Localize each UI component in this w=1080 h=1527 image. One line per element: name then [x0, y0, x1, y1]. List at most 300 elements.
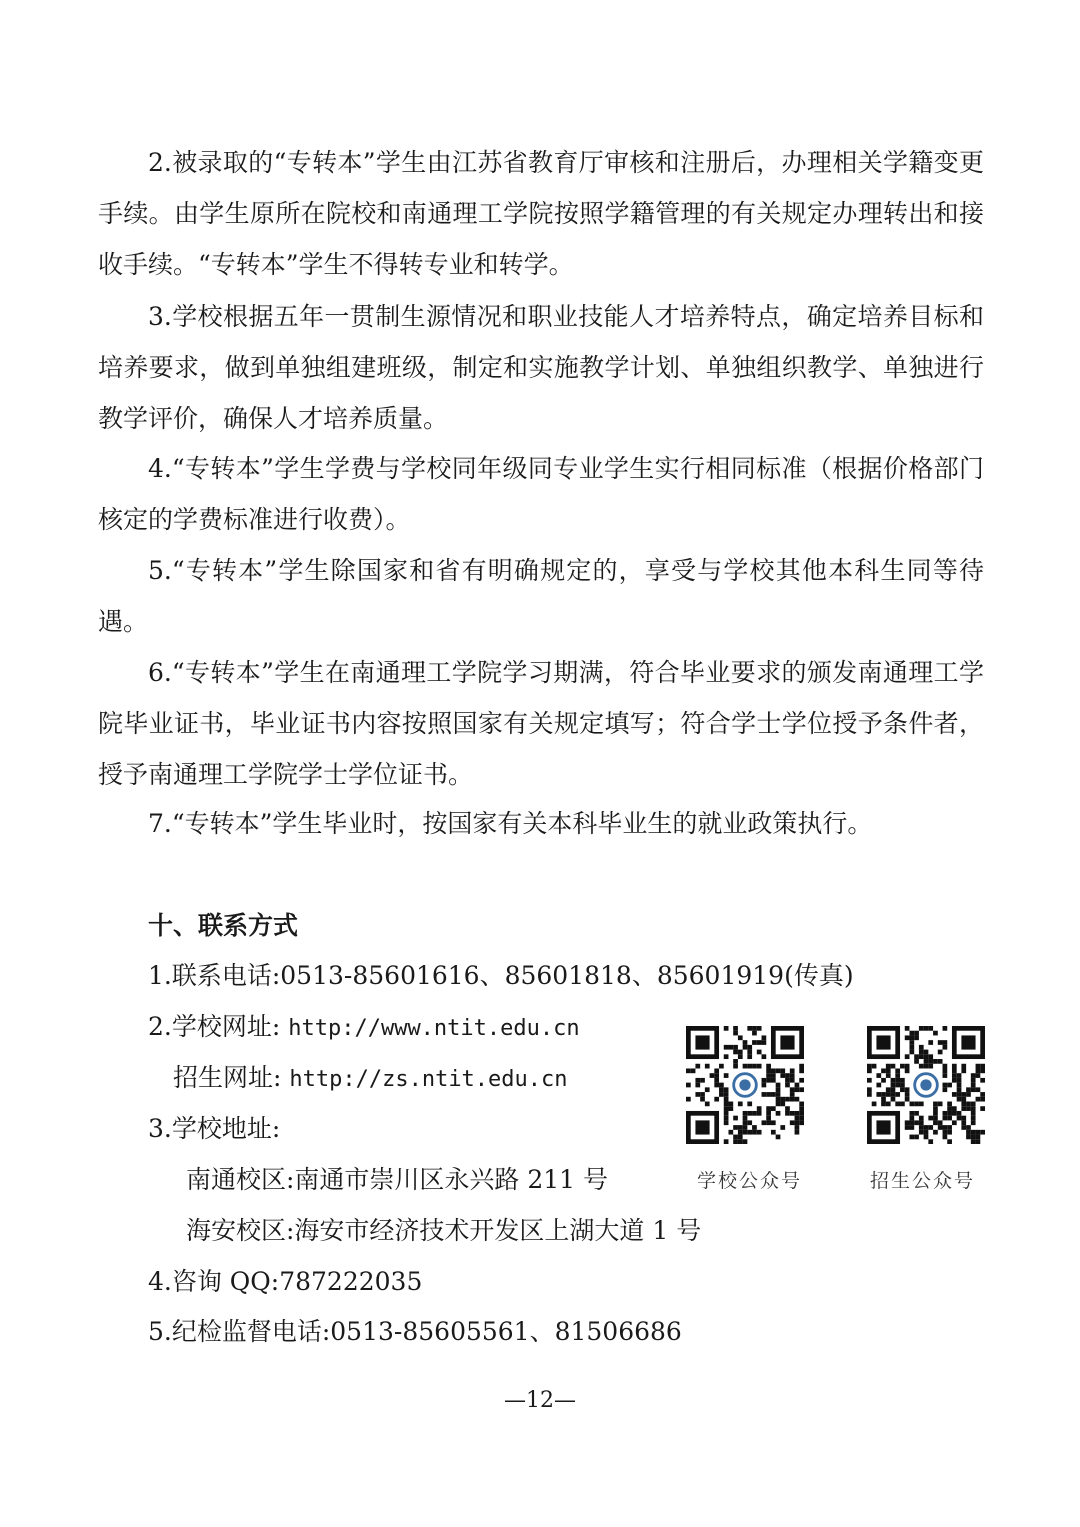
- qr-module: [686, 1068, 691, 1073]
- qr-module: [738, 1139, 743, 1144]
- qr-module: [799, 1111, 804, 1116]
- qr-module: [980, 1130, 985, 1135]
- paragraph-3: 3.学校根据五年一贯制生源情况和职业技能人才培养特点，确定培养目标和培养要求，做到单独组建班级，制定和实施教学计划、单独组织教学、单独进行教学评价，确保人才培养质量。: [98, 302, 984, 433]
- qr-module: [780, 1097, 785, 1102]
- school-badge-center: [920, 1079, 931, 1090]
- page-number: —12—: [504, 1388, 576, 1413]
- qr-module: [895, 1068, 900, 1073]
- qr-module: [728, 1045, 733, 1050]
- qr-module: [971, 1078, 976, 1083]
- qr-module: [938, 1102, 943, 1107]
- qr-module: [724, 1026, 729, 1031]
- qr-finder-inner: [961, 1035, 975, 1049]
- qr-module: [771, 1068, 776, 1073]
- qr-finder-inner: [876, 1120, 890, 1134]
- school-wechat-label: 学校公众号: [697, 1170, 803, 1192]
- qr-module: [733, 1059, 738, 1064]
- qr-module: [980, 1097, 985, 1102]
- qr-module: [924, 1130, 929, 1135]
- qr-module: [957, 1073, 962, 1078]
- qr-module: [881, 1092, 886, 1097]
- qr-module: [743, 1120, 748, 1125]
- qr-module: [799, 1087, 804, 1092]
- qr-module: [905, 1087, 910, 1092]
- qr-module: [943, 1087, 948, 1092]
- qr-module: [924, 1054, 929, 1059]
- qr-module: [752, 1031, 757, 1036]
- qr-module: [795, 1097, 800, 1102]
- qr-module: [790, 1068, 795, 1073]
- qr-module: [766, 1078, 771, 1083]
- qr-module: [780, 1125, 785, 1130]
- qr-module: [909, 1031, 914, 1036]
- qr-module: [933, 1059, 938, 1064]
- qr-module: [738, 1035, 743, 1040]
- school-website-label: 2.学校网址:: [148, 1012, 289, 1041]
- qr-module: [952, 1073, 957, 1078]
- qr-module: [971, 1120, 976, 1125]
- qr-module: [881, 1068, 886, 1073]
- qr-module: [976, 1068, 981, 1073]
- qr-module: [785, 1073, 790, 1078]
- qr-module: [785, 1078, 790, 1083]
- qr-module: [886, 1102, 891, 1107]
- qr-module: [790, 1111, 795, 1116]
- qr-module: [952, 1068, 957, 1073]
- qr-module: [914, 1102, 919, 1107]
- admission-wechat-label: 招生公众号: [870, 1170, 976, 1192]
- qr-module: [957, 1083, 962, 1088]
- qr-module: [947, 1102, 952, 1107]
- qr-module: [757, 1111, 762, 1116]
- school-website-row: [148, 1001, 580, 1054]
- qr-module: [776, 1102, 781, 1107]
- qr-module: [909, 1040, 914, 1045]
- admission-website-link[interactable]: http://zs.ntit.edu.cn: [289, 1067, 568, 1092]
- qr-module: [957, 1116, 962, 1121]
- qr-module: [752, 1125, 757, 1130]
- qr-module: [914, 1111, 919, 1116]
- qr-module: [914, 1135, 919, 1140]
- qr-module: [776, 1087, 781, 1092]
- qr-module: [961, 1106, 966, 1111]
- qr-module: [928, 1040, 933, 1045]
- qr-module: [961, 1102, 966, 1107]
- qr-module: [799, 1116, 804, 1121]
- qr-module: [961, 1125, 966, 1130]
- qr-module: [957, 1078, 962, 1083]
- qr-module: [928, 1139, 933, 1144]
- qr-module: [976, 1073, 981, 1078]
- qr-module: [790, 1120, 795, 1125]
- qr-module: [909, 1102, 914, 1107]
- qr-module: [966, 1102, 971, 1107]
- qr-module: [790, 1097, 795, 1102]
- qr-module: [776, 1135, 781, 1140]
- qr-module: [971, 1087, 976, 1092]
- qr-module: [909, 1135, 914, 1140]
- qr-module: [780, 1102, 785, 1107]
- qr-module: [900, 1102, 905, 1107]
- qr-module: [943, 1045, 948, 1050]
- qr-module: [790, 1073, 795, 1078]
- qr-module: [747, 1102, 752, 1107]
- qr-module: [724, 1097, 729, 1102]
- qr-module: [795, 1125, 800, 1130]
- qr-module: [743, 1064, 748, 1069]
- qr-module: [867, 1092, 872, 1097]
- qr-module: [719, 1092, 724, 1097]
- qr-module: [724, 1092, 729, 1097]
- qr-module: [867, 1087, 872, 1092]
- qr-module: [867, 1064, 872, 1069]
- qr-module: [724, 1106, 729, 1111]
- qr-module: [886, 1073, 891, 1078]
- qr-module: [785, 1097, 790, 1102]
- qr-module: [933, 1106, 938, 1111]
- qr-module: [705, 1064, 710, 1069]
- qr-module: [966, 1130, 971, 1135]
- qr-module: [795, 1083, 800, 1088]
- qr-module: [980, 1064, 985, 1069]
- qr-module: [933, 1120, 938, 1125]
- qr-module: [924, 1050, 929, 1055]
- qr-module: [686, 1097, 691, 1102]
- qr-module: [971, 1135, 976, 1140]
- qr-module: [733, 1125, 738, 1130]
- qr-module: [914, 1054, 919, 1059]
- admission-website-label: 招生网址:: [173, 1063, 290, 1092]
- qr-module: [966, 1135, 971, 1140]
- qr-module: [905, 1035, 910, 1040]
- qr-module: [766, 1106, 771, 1111]
- qr-module: [900, 1083, 905, 1088]
- qr-module: [762, 1083, 767, 1088]
- qr-module: [905, 1054, 910, 1059]
- qr-module: [943, 1083, 948, 1088]
- qr-module: [980, 1078, 985, 1083]
- qr-module: [710, 1073, 715, 1078]
- qr-module: [757, 1026, 762, 1031]
- qr-module: [919, 1054, 924, 1059]
- school-website-link[interactable]: http://www.ntit.edu.cn: [288, 1016, 580, 1041]
- qr-module: [886, 1087, 891, 1092]
- qr-module: [738, 1125, 743, 1130]
- qr-module: [881, 1078, 886, 1083]
- qr-module: [905, 1092, 910, 1097]
- qr-module: [757, 1050, 762, 1055]
- qr-module: [762, 1078, 767, 1083]
- qr-module: [891, 1064, 896, 1069]
- qr-module: [752, 1026, 757, 1031]
- qr-module: [980, 1106, 985, 1111]
- qr-module: [695, 1078, 700, 1083]
- qr-module: [719, 1087, 724, 1092]
- qr-module: [971, 1102, 976, 1107]
- qr-module: [976, 1097, 981, 1102]
- paragraph-2: 2.被录取的“专转本”学生由江苏省教育厅审核和注册后，办理相关学籍变更手续。由学生原所在院校和南通理工学院按照学籍管理的有关规定办理转出和接收手续。“专转本”学生不得转专业和转学。: [98, 148, 984, 279]
- address-label: 3.学校地址:: [148, 1114, 281, 1143]
- qr-module: [762, 1040, 767, 1045]
- qr-module: [947, 1139, 952, 1144]
- qr-module: [976, 1064, 981, 1069]
- paragraph-6: 6.“专转本”学生在南通理工学院学习期满，符合毕业要求的颁发南通理工学院毕业证书，毕业证书内容按照国家有关规定填写；符合学士学位授予条件者，授予南通理工学院学士学位证书。: [98, 658, 984, 789]
- qr-module: [771, 1078, 776, 1083]
- qr-module: [747, 1130, 752, 1135]
- qr-finder-inner: [876, 1035, 890, 1049]
- qr-module: [886, 1068, 891, 1073]
- qr-module: [771, 1130, 776, 1135]
- qr-module: [766, 1111, 771, 1116]
- qr-finder-inner: [780, 1035, 794, 1049]
- qr-module: [900, 1064, 905, 1069]
- qr-module: [895, 1078, 900, 1083]
- qr-module: [790, 1078, 795, 1083]
- qr-module: [952, 1106, 957, 1111]
- qr-module: [980, 1092, 985, 1097]
- qr-module: [785, 1083, 790, 1088]
- qr-module: [881, 1097, 886, 1102]
- qr-module: [957, 1087, 962, 1092]
- qr-module: [914, 1059, 919, 1064]
- qr-module: [961, 1068, 966, 1073]
- qr-module: [957, 1111, 962, 1116]
- qr-module: [714, 1078, 719, 1083]
- supervision-phone: 5.纪检监督电话:0513-85605561、81506686: [148, 1317, 682, 1346]
- contact-phone: 1.联系电话:0513-85601616、85601818、85601919(传真): [148, 961, 854, 990]
- qr-module: [933, 1130, 938, 1135]
- qr-finder-inner: [695, 1035, 709, 1049]
- qr-module: [943, 1130, 948, 1135]
- qr-module: [905, 1026, 910, 1031]
- qr-module: [952, 1064, 957, 1069]
- qr-module: [943, 1026, 948, 1031]
- qr-module: [728, 1130, 733, 1135]
- qr-module: [919, 1102, 924, 1107]
- qr-module: [738, 1054, 743, 1059]
- qr-module: [971, 1073, 976, 1078]
- qr-module: [895, 1073, 900, 1078]
- qr-module: [700, 1092, 705, 1097]
- qr-module: [771, 1073, 776, 1078]
- qr-module: [919, 1120, 924, 1125]
- qr-module: [943, 1116, 948, 1121]
- qr-module: [724, 1116, 729, 1121]
- qr-module: [971, 1083, 976, 1088]
- qr-finder-inner: [695, 1120, 709, 1134]
- qr-module: [905, 1125, 910, 1130]
- qr-module: [762, 1035, 767, 1040]
- qr-module: [790, 1092, 795, 1097]
- qr-module: [719, 1064, 724, 1069]
- qr-module: [766, 1120, 771, 1125]
- qr-module: [686, 1083, 691, 1088]
- qr-module: [733, 1135, 738, 1140]
- qr-module: [752, 1130, 757, 1135]
- qr-module: [924, 1059, 929, 1064]
- qr-module: [891, 1087, 896, 1092]
- qr-module: [909, 1050, 914, 1055]
- qr-module: [919, 1130, 924, 1135]
- qr-module: [957, 1097, 962, 1102]
- qr-module: [747, 1050, 752, 1055]
- school-wechat-qr-code: [686, 1026, 804, 1144]
- qr-module: [928, 1064, 933, 1069]
- qr-module: [705, 1102, 710, 1107]
- qr-module: [895, 1083, 900, 1088]
- qr-module: [695, 1064, 700, 1069]
- qr-module: [938, 1125, 943, 1130]
- qr-module: [733, 1050, 738, 1055]
- qr-module: [762, 1092, 767, 1097]
- qr-module: [776, 1083, 781, 1088]
- qr-module: [971, 1106, 976, 1111]
- qr-module: [943, 1040, 948, 1045]
- qr-module: [799, 1106, 804, 1111]
- qr-module: [799, 1078, 804, 1083]
- qr-module: [938, 1120, 943, 1125]
- qr-module: [976, 1135, 981, 1140]
- qr-module: [976, 1139, 981, 1144]
- qr-module: [733, 1031, 738, 1036]
- qr-module: [757, 1064, 762, 1069]
- qr-module: [924, 1125, 929, 1130]
- qr-module: [905, 1068, 910, 1073]
- qr-module: [947, 1116, 952, 1121]
- qr-module: [795, 1120, 800, 1125]
- qr-module: [876, 1083, 881, 1088]
- qr-module: [738, 1102, 743, 1107]
- qr-module: [728, 1106, 733, 1111]
- qr-module: [743, 1116, 748, 1121]
- qr-module: [914, 1035, 919, 1040]
- qr-module: [919, 1116, 924, 1121]
- qr-module: [933, 1031, 938, 1036]
- qr-module: [776, 1068, 781, 1073]
- qr-module: [928, 1059, 933, 1064]
- qr-module: [943, 1073, 948, 1078]
- qr-module: [799, 1068, 804, 1073]
- haian-campus-address: 海安校区:海安市经济技术开发区上湖大道 1 号: [186, 1216, 702, 1245]
- qr-module: [900, 1078, 905, 1083]
- qr-module: [971, 1116, 976, 1121]
- qr-module: [733, 1116, 738, 1121]
- qr-module: [700, 1078, 705, 1083]
- qr-module: [867, 1068, 872, 1073]
- qr-module: [919, 1050, 924, 1055]
- qr-module: [724, 1054, 729, 1059]
- qr-module: [771, 1120, 776, 1125]
- qr-module: [724, 1139, 729, 1144]
- qr-module: [891, 1097, 896, 1102]
- qr-module: [900, 1087, 905, 1092]
- qr-module: [947, 1106, 952, 1111]
- qr-module: [919, 1125, 924, 1130]
- qr-module: [938, 1059, 943, 1064]
- paragraph-4: 4.“专转本”学生学费与学校同年级同专业学生实行相同标准（根据价格部门核定的学费标准进行收费）。: [98, 454, 984, 534]
- qr-module: [952, 1078, 957, 1083]
- qr-module: [980, 1068, 985, 1073]
- qr-module: [971, 1139, 976, 1144]
- qr-module: [881, 1102, 886, 1107]
- qr-module: [933, 1111, 938, 1116]
- qr-module: [914, 1031, 919, 1036]
- qr-module: [700, 1097, 705, 1102]
- qr-module: [933, 1102, 938, 1107]
- qr-module: [891, 1083, 896, 1088]
- qr-module: [876, 1092, 881, 1097]
- qr-module: [728, 1102, 733, 1107]
- nantong-campus-address: 南通校区:南通市崇川区永兴路 211 号: [186, 1165, 609, 1194]
- qr-module: [909, 1111, 914, 1116]
- qr-module: [738, 1130, 743, 1135]
- qr-module: [914, 1120, 919, 1125]
- qr-module: [909, 1116, 914, 1121]
- qr-module: [891, 1078, 896, 1083]
- qr-module: [938, 1040, 943, 1045]
- qr-module: [733, 1026, 738, 1031]
- qr-module: [966, 1125, 971, 1130]
- qr-module: [795, 1111, 800, 1116]
- qr-module: [952, 1111, 957, 1116]
- qr-module: [905, 1064, 910, 1069]
- qr-module: [747, 1120, 752, 1125]
- qr-module: [909, 1045, 914, 1050]
- qr-module: [952, 1120, 957, 1125]
- qr-module: [957, 1092, 962, 1097]
- qr-module: [961, 1092, 966, 1097]
- qr-module: [799, 1120, 804, 1125]
- qr-module: [714, 1097, 719, 1102]
- qr-module: [771, 1106, 776, 1111]
- qr-module: [905, 1097, 910, 1102]
- contact-heading: 十、联系方式: [148, 911, 299, 940]
- qr-module: [695, 1092, 700, 1097]
- qr-module: [766, 1092, 771, 1097]
- qr-module: [895, 1092, 900, 1097]
- qr-module: [695, 1083, 700, 1088]
- qr-module: [752, 1111, 757, 1116]
- qr-module: [714, 1073, 719, 1078]
- qr-module: [724, 1111, 729, 1116]
- qr-module: [757, 1106, 762, 1111]
- qr-module: [966, 1092, 971, 1097]
- qr-module: [928, 1125, 933, 1130]
- qr-module: [943, 1064, 948, 1069]
- qr-module: [752, 1064, 757, 1069]
- qr-module: [947, 1125, 952, 1130]
- qr-module: [733, 1045, 738, 1050]
- qr-module: [799, 1102, 804, 1107]
- qr-module: [766, 1073, 771, 1078]
- qr-module: [971, 1130, 976, 1135]
- qr-module: [952, 1092, 957, 1097]
- qr-module: [771, 1092, 776, 1097]
- qr-module: [943, 1135, 948, 1140]
- qr-module: [776, 1111, 781, 1116]
- qr-module: [867, 1078, 872, 1083]
- qr-module: [961, 1064, 966, 1069]
- qr-module: [886, 1092, 891, 1097]
- qr-module: [733, 1139, 738, 1144]
- qr-module: [757, 1130, 762, 1135]
- qr-module: [795, 1116, 800, 1121]
- qr-module: [928, 1116, 933, 1121]
- qr-module: [743, 1125, 748, 1130]
- qr-module: [966, 1087, 971, 1092]
- admission-wechat-qr-code: [867, 1026, 985, 1144]
- qr-module: [776, 1092, 781, 1097]
